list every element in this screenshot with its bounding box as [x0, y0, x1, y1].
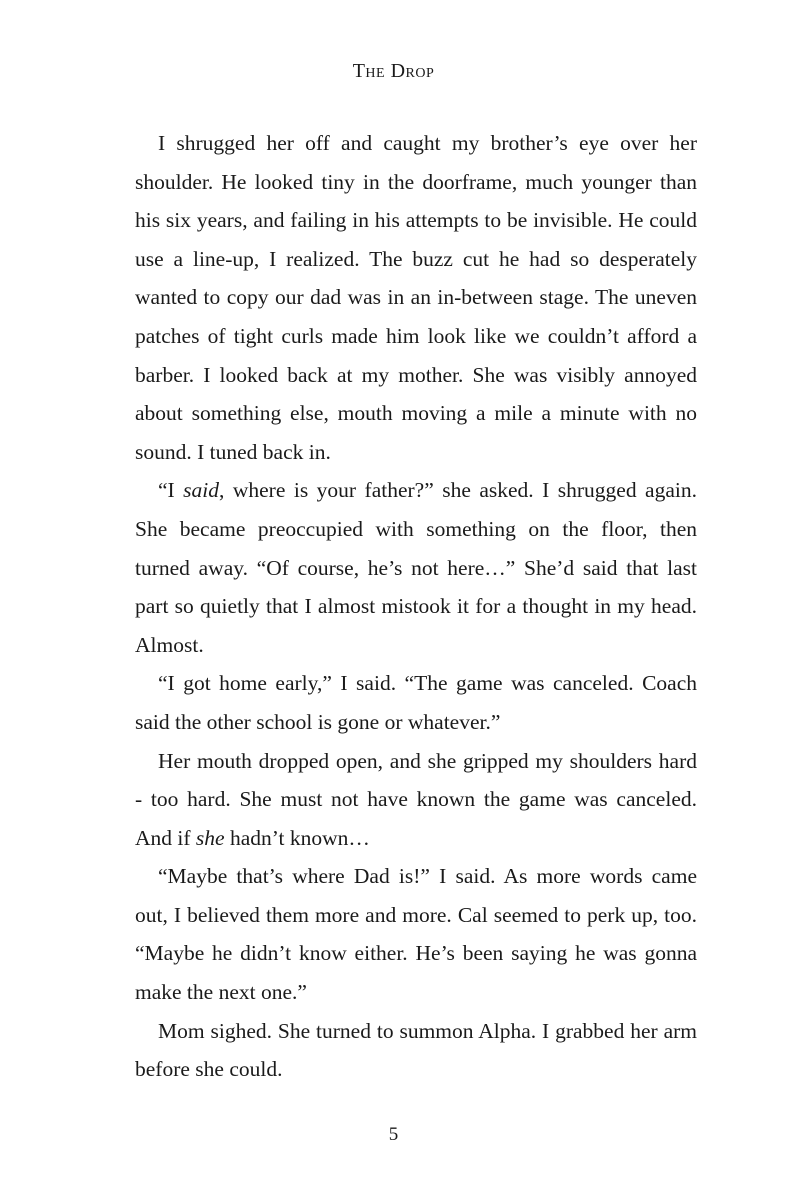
- body-text: [135, 124, 697, 1089]
- running-head: The Drop: [352, 60, 435, 82]
- text-segment: , where is your father?” she asked. I shrugged again. She became preoccupied with something on the floor, then turned away. “Of course, he’s not here…” She’d said that last part so quietly that I almost mistook it for a thought in my head. Almost.: [135, 478, 697, 657]
- paragraph: [135, 1012, 697, 1089]
- paragraph: [135, 742, 697, 858]
- text-segment: Her mouth dropped open, and she gripped my shoulders hard - too hard. She must not have known the game was canceled. And if: [135, 748, 697, 850]
- italic-emphasis: said: [183, 478, 220, 503]
- italic-emphasis: she: [195, 825, 225, 850]
- page-number: 5: [388, 1124, 399, 1145]
- text-segment: Mom sighed. She turned to summon Alpha. I grabbed her arm before she could.: [135, 1018, 697, 1082]
- text-segment: “Maybe that’s where Dad is!” I said. As more words came out, I believed them more and more. Cal seemed to perk up, too. “Maybe he didn’t know either. He’s been saying he was gonna make the next one.”: [135, 864, 697, 1005]
- paragraph: [135, 124, 697, 471]
- text-segment: I shrugged her off and caught my brother’s eye over her shoulder. He looked tiny in the doorframe, much younger than his six years, and failing in his attempts to be invisible. He could use a line-up, I realized. The buzz cut he had so desperately wanted to copy our dad was in an in-between stage. The uneven patches of tight curls made him look like we couldn’t afford a barber. I looked back at my mother. She was visibly annoyed about something else, mouth moving a mile a minute with no sound. I tuned back in.: [135, 131, 697, 464]
- text-segment: “I got home early,” I said. “The game was canceled. Coach said the other school is gone or whatever.”: [135, 671, 697, 734]
- paragraph: [135, 471, 697, 664]
- text-segment: hadn’t known…: [224, 825, 370, 850]
- paragraph: [135, 664, 697, 741]
- paragraph: [135, 857, 697, 1011]
- text-segment: “I: [158, 478, 184, 503]
